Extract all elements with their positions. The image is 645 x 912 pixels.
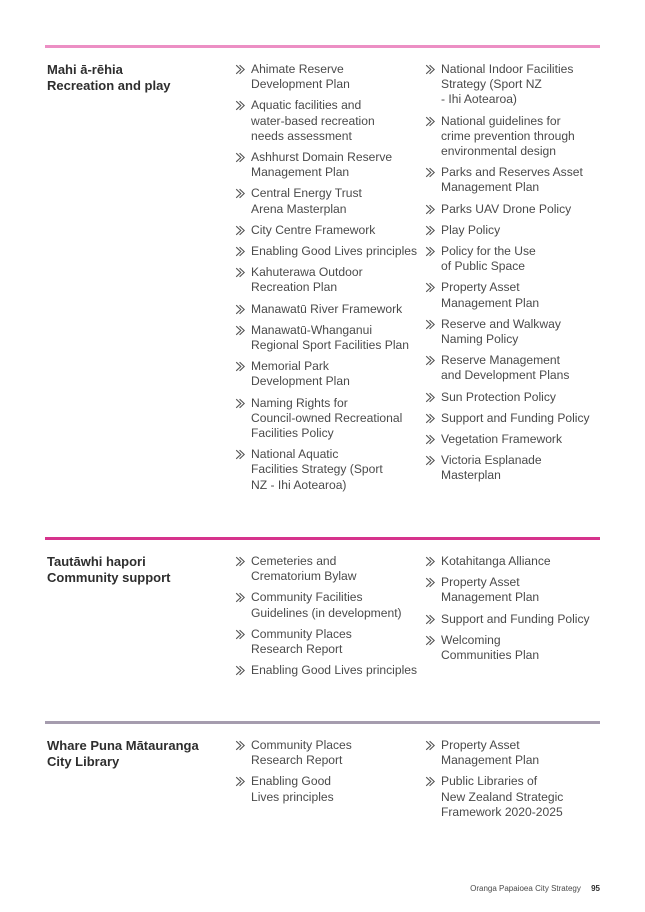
list-item (425, 738, 600, 768)
double-chevron-right-icon (425, 225, 436, 236)
double-chevron-right-icon (425, 204, 436, 215)
double-chevron-right-icon (235, 325, 246, 336)
list-item-line: Policy for the Use (441, 244, 536, 259)
section-title-english: Community support (47, 570, 171, 585)
list-item-line: Enabling Good Lives principles (251, 663, 418, 678)
document-list-column-1 (235, 738, 425, 811)
list-item-line: needs assessment (251, 128, 352, 143)
list-item-line: Masterplan (441, 468, 501, 483)
page-number: 95 (591, 884, 600, 893)
double-chevron-right-icon (425, 64, 436, 75)
footer-title: Oranga Papaioea (470, 884, 533, 893)
list-item-line: Naming Policy (441, 332, 519, 347)
list-item (235, 302, 425, 317)
double-chevron-right-icon (425, 319, 436, 330)
double-chevron-right-icon (425, 282, 436, 293)
list-item (425, 165, 600, 195)
list-item (425, 244, 600, 274)
double-chevron-right-icon (235, 556, 246, 567)
double-chevron-right-icon (235, 225, 246, 236)
double-chevron-right-icon (235, 188, 246, 199)
list-item-line: Play Policy (441, 222, 501, 237)
list-item-line: Community Places (251, 626, 352, 641)
double-chevron-right-icon (425, 434, 436, 445)
list-item-line: Support and Funding Policy (441, 410, 590, 425)
document-list-column-2 (425, 738, 600, 826)
list-item-line: Management Plan (441, 753, 540, 768)
list-item-line: Property Asset (441, 738, 520, 752)
list-item-line: Support and Funding Policy (441, 611, 590, 626)
list-item (235, 244, 425, 259)
list-item-line: Aquatic facilities and (251, 98, 362, 113)
list-item (235, 265, 425, 295)
list-item-line: of Public Space (441, 259, 526, 274)
list-item (425, 633, 600, 663)
double-chevron-right-icon (235, 740, 246, 751)
list-item (425, 317, 600, 347)
page-footer (470, 884, 600, 893)
list-item-line: Enabling Good (251, 774, 332, 789)
list-item-line: Central Energy Trust (251, 186, 362, 201)
list-item-line: Parks UAV Drone Policy (441, 201, 572, 216)
list-item (235, 186, 425, 216)
list-item (235, 447, 425, 493)
list-item (235, 396, 425, 442)
double-chevron-right-icon (235, 304, 246, 315)
list-item (235, 627, 425, 657)
list-item-line: Naming Rights for (251, 395, 348, 410)
list-item-line: National guidelines for (441, 113, 561, 128)
document-list-column-1 (235, 62, 425, 499)
section-title-maori: Tautāwhi hapori (47, 554, 146, 569)
section-heading (47, 738, 227, 770)
list-item (235, 663, 425, 678)
section-title-maori: Whare Puna Mātauranga (47, 738, 199, 753)
list-item-line: Strategy (Sport NZ (441, 77, 542, 92)
list-item-line: Facilities Policy (251, 426, 334, 441)
list-item-line: Arena Masterplan (251, 201, 347, 216)
list-item-line: Property Asset (441, 575, 520, 590)
list-item-line: Research Report (251, 753, 343, 768)
list-item (425, 202, 600, 217)
double-chevron-right-icon (425, 455, 436, 466)
list-item-line: Development Plan (251, 374, 350, 389)
list-item-line: Kahuterawa Outdoor (251, 265, 363, 280)
double-chevron-right-icon (425, 556, 436, 567)
list-item-line: Regional Sport Facilities Plan (251, 338, 409, 353)
list-item-line: Cemeteries and (251, 554, 337, 568)
list-item-line: Ahimate Reserve (251, 62, 344, 76)
list-item-line: Management Plan (441, 180, 540, 195)
list-item-line: Management Plan (441, 295, 540, 310)
list-item-line: Framework 2020-2025 (441, 804, 563, 819)
list-item (425, 612, 600, 627)
double-chevron-right-icon (425, 635, 436, 646)
footer-subtitle: City Strategy (535, 884, 581, 893)
list-item-line: Sun Protection Policy (441, 389, 556, 404)
list-item-line: Council-owned Recreational (251, 410, 403, 425)
list-item (235, 150, 425, 180)
list-item (235, 774, 425, 804)
double-chevron-right-icon (425, 116, 436, 127)
double-chevron-right-icon (235, 152, 246, 163)
list-item (235, 590, 425, 620)
double-chevron-right-icon (235, 776, 246, 787)
list-item-line: Victoria Esplanade (441, 453, 542, 468)
list-item-line: Vegetation Framework (441, 432, 562, 447)
list-item (425, 453, 600, 483)
double-chevron-right-icon (235, 100, 246, 111)
double-chevron-right-icon (425, 413, 436, 424)
list-item-line: Public Libraries of (441, 774, 538, 789)
list-item-line: Reserve Management (441, 353, 560, 368)
list-item (235, 323, 425, 353)
section-divider (45, 537, 600, 540)
list-item-line: Reserve and Walkway (441, 316, 561, 331)
double-chevron-right-icon (425, 776, 436, 787)
double-chevron-right-icon (425, 167, 436, 178)
list-item-line: Community Facilities (251, 590, 363, 605)
double-chevron-right-icon (425, 355, 436, 366)
list-item (425, 390, 600, 405)
list-item-line: National Indoor Facilities (441, 62, 574, 76)
list-item (235, 359, 425, 389)
list-item-line: National Aquatic (251, 447, 339, 462)
list-item-line: Recreation Plan (251, 280, 338, 295)
list-item-line: City Centre Framework (251, 222, 376, 237)
double-chevron-right-icon (235, 665, 246, 676)
section-title-english: Recreation and play (47, 78, 171, 93)
document-list-column-1 (235, 554, 425, 684)
list-item (425, 411, 600, 426)
list-item-line: Facilities Strategy (Sport (251, 462, 383, 477)
section-heading (47, 62, 227, 94)
double-chevron-right-icon (235, 246, 246, 257)
double-chevron-right-icon (235, 629, 246, 640)
list-item-line: Crematorium Bylaw (251, 569, 357, 584)
list-item-line: - Ihi Aotearoa) (441, 92, 517, 107)
list-item (235, 98, 425, 144)
double-chevron-right-icon (425, 740, 436, 751)
list-item (235, 554, 425, 584)
list-item-line: water-based recreation (251, 113, 375, 128)
list-item-line: Enabling Good Lives principles (251, 244, 418, 259)
list-item (425, 62, 600, 108)
list-item-line: Lives principles (251, 789, 334, 804)
double-chevron-right-icon (235, 64, 246, 75)
double-chevron-right-icon (425, 577, 436, 588)
list-item-line: Manawatū-Whanganui (251, 322, 373, 337)
double-chevron-right-icon (235, 361, 246, 372)
section-title-maori: Mahi ā-rēhia (47, 62, 123, 77)
list-item (235, 738, 425, 768)
list-item (425, 554, 600, 569)
list-item-line: Ashhurst Domain Reserve (251, 150, 393, 165)
list-item-line: Research Report (251, 642, 343, 657)
list-item-line: New Zealand Strategic (441, 789, 564, 804)
list-item-line: and Development Plans (441, 368, 570, 383)
list-item (235, 223, 425, 238)
list-item-line: Guidelines (in development) (251, 605, 402, 620)
document-list-column-2 (425, 554, 600, 669)
list-item-line: Management Plan (251, 165, 350, 180)
section-divider (45, 45, 600, 48)
list-item-line: Management Plan (441, 590, 540, 605)
double-chevron-right-icon (425, 392, 436, 403)
list-item-line: crime prevention through (441, 128, 575, 143)
section-title-english: City Library (47, 754, 120, 769)
section-divider (45, 721, 600, 724)
list-item (425, 353, 600, 383)
double-chevron-right-icon (425, 614, 436, 625)
double-chevron-right-icon (235, 267, 246, 278)
list-item-line: Kotahitanga Alliance (441, 554, 551, 568)
document-list-column-2 (425, 62, 600, 490)
list-item (425, 114, 600, 160)
list-item-line: Communities Plan (441, 648, 540, 663)
list-item-line: Parks and Reserves Asset (441, 165, 583, 180)
list-item (425, 432, 600, 447)
list-item (425, 774, 600, 820)
double-chevron-right-icon (235, 449, 246, 460)
list-item (425, 280, 600, 310)
list-item-line: environmental design (441, 144, 556, 159)
list-item (235, 62, 425, 92)
list-item-line: Welcoming (441, 632, 501, 647)
list-item-line: Development Plan (251, 77, 350, 92)
list-item-line: Property Asset (441, 280, 520, 295)
double-chevron-right-icon (235, 592, 246, 603)
section-heading (47, 554, 227, 586)
double-chevron-right-icon (235, 398, 246, 409)
list-item-line: Manawatū River Framework (251, 301, 403, 316)
list-item-line: Community Places (251, 738, 352, 752)
list-item (425, 223, 600, 238)
double-chevron-right-icon (425, 246, 436, 257)
list-item (425, 575, 600, 605)
list-item-line: Memorial Park (251, 359, 329, 374)
list-item-line: NZ - Ihi Aotearoa) (251, 477, 347, 492)
